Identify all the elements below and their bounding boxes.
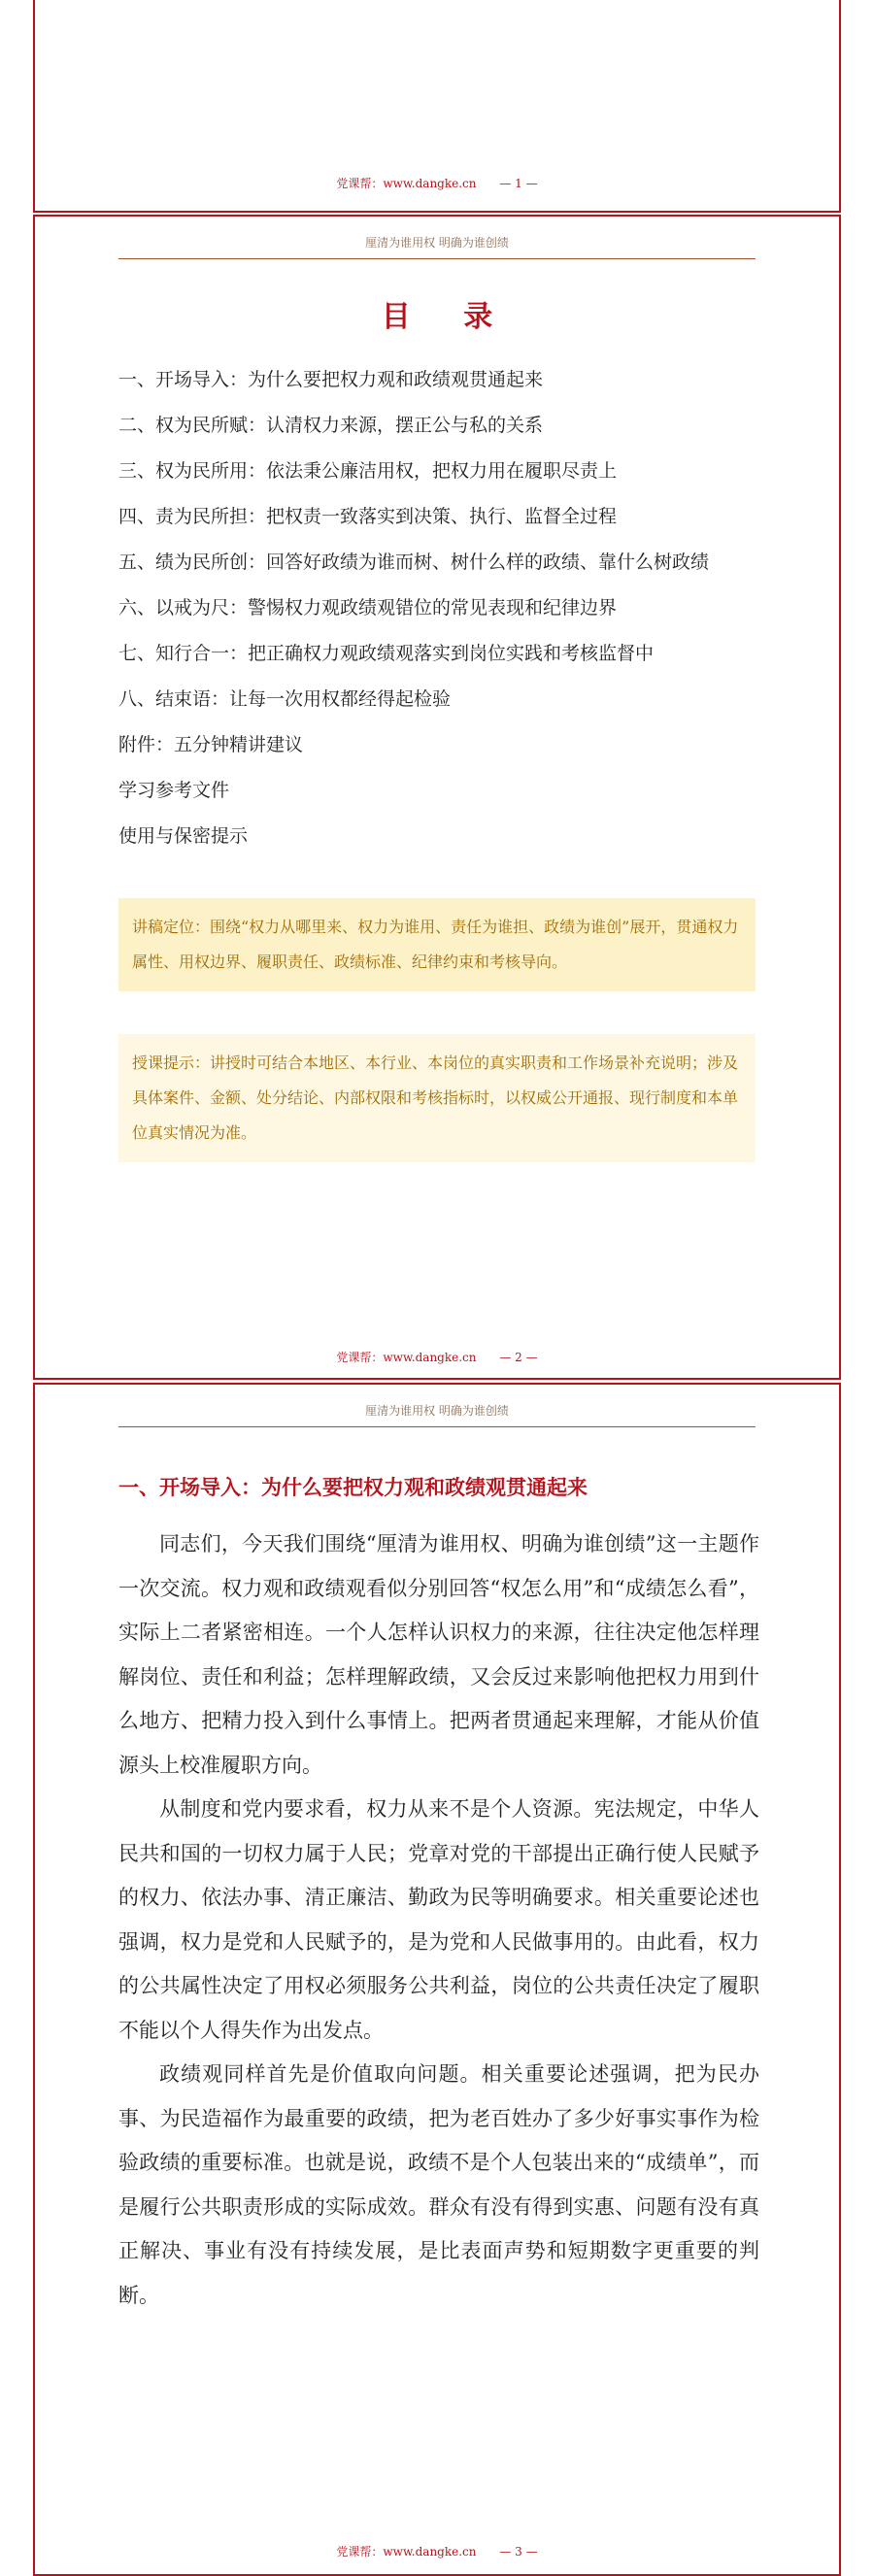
footer-page-number: — 2 — <box>499 1351 538 1364</box>
toc-title: 目 录 <box>381 300 515 334</box>
page-2 <box>33 215 841 1380</box>
toc-item[interactable]: 六、以戒为尺：警惕权力观政绩观错位的常见表现和纪律边界 <box>118 597 618 619</box>
positioning-note: 讲稿定位：围绕“权力从哪里来、权力为谁用、责任为谁担、政绩为谁创”展开，贯通权力属性、用权边界、履职责任、政绩标准、纪律约束和考核导向。 <box>118 898 756 991</box>
section-heading: 一、开场导入：为什么要把权力观和政绩观贯通起来 <box>118 1476 588 1499</box>
footer-page-number: — 1 — <box>499 177 538 190</box>
page-header: 厘清为谁用权 明确为谁创绩 <box>118 1402 756 1427</box>
footer-site: 党课帮：www.dangke.cn <box>336 177 477 190</box>
page-header: 厘清为谁用权 明确为谁创绩 <box>118 234 756 259</box>
footer-site: 党课帮：www.dangke.cn <box>336 1351 477 1364</box>
body-paragraph: 从制度和党内要求看，权力从来不是个人资源。宪法规定，中华人民共和国的一切权力属于人民；党章对党的干部提出正确行使人民赋予的权力、依法办事、清正廉洁、勤政为民等明确要求。相关重要论述也强调，权力是党和人民赋予的，是为党和人民做事用的。由此看，权力的公共属性决定了用权必须服务公共利益，岗位的公共责任决定了履职不能以个人得失作为出发点。 <box>118 1797 759 2042</box>
toc-item[interactable]: 三、权为民所用：依法秉公廉洁用权，把权力用在履职尽责上 <box>118 460 618 482</box>
page-footer <box>35 2543 839 2559</box>
toc-item[interactable]: 使用与保密提示 <box>118 825 249 847</box>
footer-site: 党课帮：www.dangke.cn <box>336 2545 477 2559</box>
page-footer <box>35 1349 839 1365</box>
body-paragraph: 同志们，今天我们围绕“厘清为谁用权、明确为谁创绩”这一主题作一次交流。权力观和政绩观看似分别回答“权怎么用”和“成绩怎么看”，实际上二者紧密相连。一个人怎样认识权力的来源，往往决定他怎样理解岗位、责任和利益；怎样理解政绩，又会反过来影响他把权力用到什么地方、把精力投入到什么事情上。把两者贯通起来理解，才能从价值源头上校准履职方向。 <box>118 1532 759 1777</box>
page-3 <box>33 1383 841 2576</box>
toc-item[interactable]: 四、责为民所担：把权责一致落实到决策、执行、监督全过程 <box>118 506 618 527</box>
page-footer <box>35 175 839 191</box>
toc-item[interactable]: 七、知行合一：把正确权力观政绩观落实到岗位实践和考核监督中 <box>118 643 655 664</box>
toc-item[interactable]: 附件：五分钟精讲建议 <box>118 734 304 755</box>
toc-list <box>118 360 759 862</box>
section-body <box>118 1522 759 2318</box>
page-1 <box>33 0 841 213</box>
toc-item[interactable]: 五、绩为民所创：回答好政绩为谁而树、树什么样的政绩、靠什么树政绩 <box>118 552 710 573</box>
toc-item[interactable]: 二、权为民所赋：认清权力来源，摆正公与私的关系 <box>118 415 544 436</box>
body-paragraph: 政绩观同样首先是价值取向问题。相关重要论述强调，把为民办事、为民造福作为最重要的政绩，把为老百姓办了多少好事实事作为检验政绩的重要标准。也就是说，政绩不是个人包装出来的“成绩单”，而是履行公共职责形成的实际成效。群众有没有得到实惠、问题有没有真正解决、事业有没有持续发展，是比表面声势和短期数字更重要的判断。 <box>118 2062 759 2307</box>
teaching-tips-note: 授课提示：讲授时可结合本地区、本行业、本岗位的真实职责和工作场景补充说明；涉及具体案件、金额、处分结论、内部权限和考核指标时，以权威公开通报、现行制度和本单位真实情况为准。 <box>118 1034 756 1162</box>
toc-item[interactable]: 一、开场导入：为什么要把权力观和政绩观贯通起来 <box>118 369 544 390</box>
footer-page-number: — 3 — <box>499 2545 538 2559</box>
toc-item[interactable]: 学习参考文件 <box>118 780 230 801</box>
toc-item[interactable]: 八、结束语：让每一次用权都经得起检验 <box>118 688 452 710</box>
